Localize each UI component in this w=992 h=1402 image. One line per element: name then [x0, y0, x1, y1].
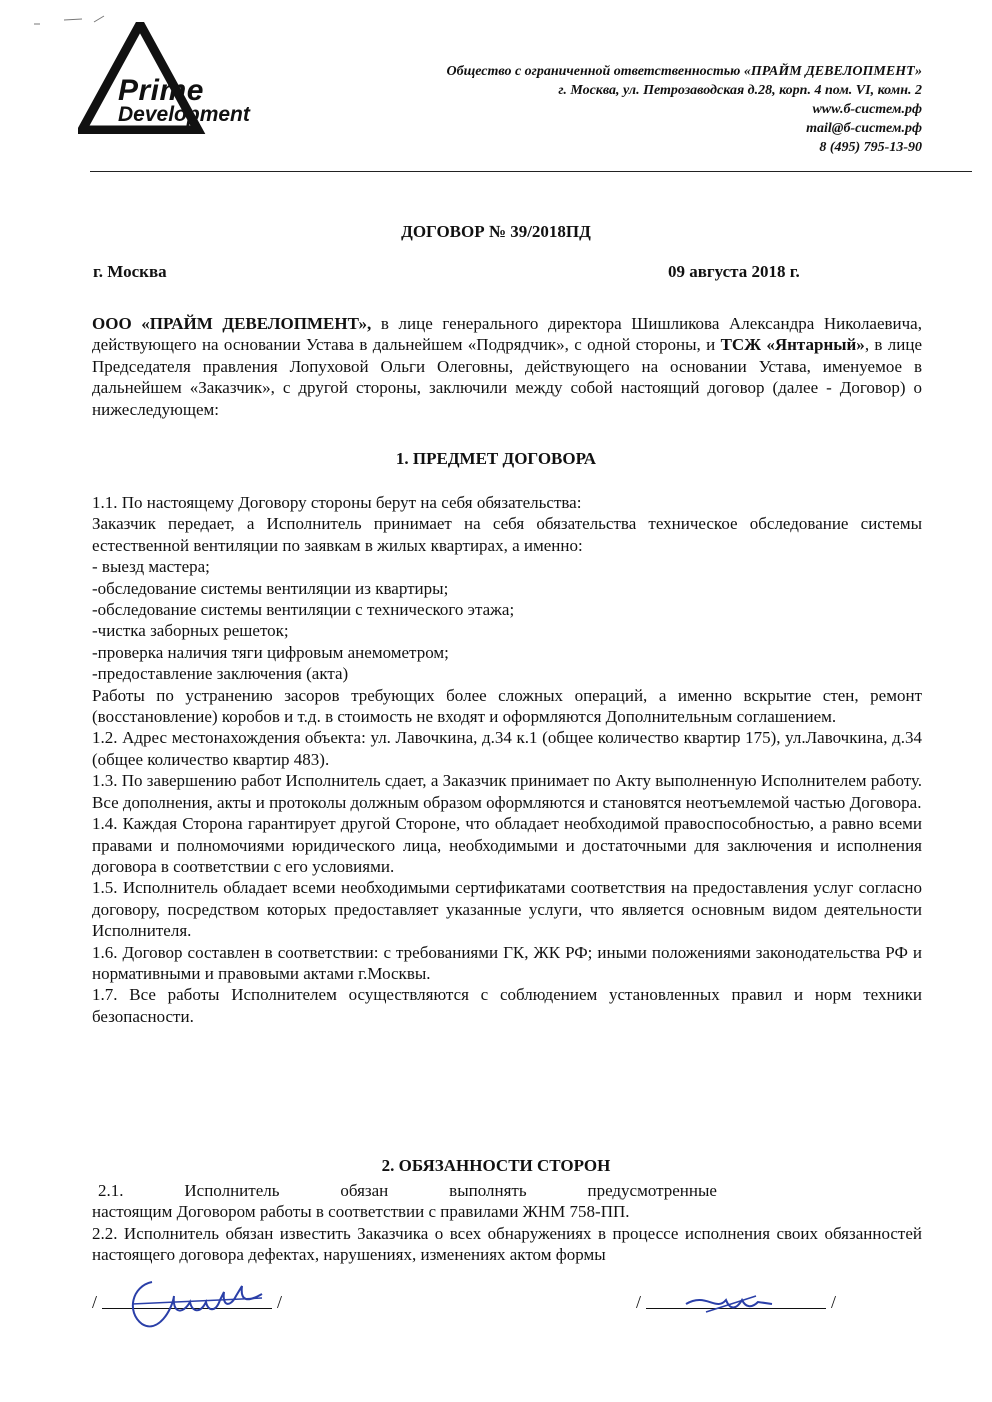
document-city: г. Москва	[93, 262, 167, 281]
list-item: -проверка наличия тяги цифровым анемометром;	[92, 642, 449, 662]
clause-2-1-continuation: настоящим Договором работы в соответствии с правилами ЖНМ 758-ПП.	[92, 1202, 630, 1222]
section-2-title: 2. ОБЯЗАННОСТИ СТОРОН	[381, 1156, 611, 1175]
clause-1-1-note: Работы по устранению засоров требующих более сложных операций, а именно вскрытие стен, ремонт (восстановление) коробов и т.д. в стоимость не входят и оформляются Дополнительным соглашением.	[92, 685, 922, 727]
clause-2-1-number: 2.1.	[98, 1181, 124, 1200]
signature-bracket: /	[830, 1292, 836, 1312]
list-item: -обследование системы вентиляции с технического этажа;	[92, 600, 515, 620]
company-details	[302, 62, 922, 157]
clause-1-1-text: Заказчик передает, а Исполнитель принимает на себя обязательства техническое обследование системы естественной вентиляции по заявкам в жилых квартирах, а именно:	[92, 514, 922, 555]
clause-1-6: 1.6. Договор составлен в соответствии: с требованиями ГК, ЖК РФ; иными положениями законодательства РФ и нормативными и правовыми актами г.Москвы.	[92, 942, 922, 983]
handwritten-signature-icon	[112, 1272, 282, 1342]
company-logo	[78, 22, 263, 134]
clause-2-1-word: Исполнитель	[184, 1181, 280, 1200]
list-item: -чистка заборных решеток;	[92, 621, 289, 641]
document-date: 09 августа 2018 г.	[668, 262, 800, 281]
signature-bracket: /	[636, 1292, 642, 1312]
company-address: г. Москва, ул. Петрозаводская д.28, корп. 4 пом. VI, комн. 2	[558, 83, 922, 98]
signature-customer	[636, 1282, 836, 1332]
clause-2-2: 2.2. Исполнитель обязан известить Заказчика о всех обнаружениях в процессе исполнения своих обязанностей настоящего договора дефектах, нарушениях, изменениях актом формы	[92, 1223, 922, 1265]
party-customer: ТСЖ «Янтарный»	[720, 335, 865, 355]
clause-1-5: 1.5. Исполнитель обладает всеми необходимыми сертификатами соответствия на предоставления услуг согласно договору, посредством которых предоставляет указанные услуги, что является основным видом деятельности Исполнителя.	[92, 878, 922, 941]
section-1-title: 1. ПРЕДМЕТ ДОГОВОРА	[395, 449, 597, 468]
clause-2-1-word: выполнять	[449, 1181, 527, 1200]
list-item: - выезд мастера;	[92, 557, 210, 577]
clause-1-3: 1.3. По завершению работ Исполнитель сдает, а Заказчик принимает по Акту выполненную Исполнителем работу. Все дополнения, акты и протоколы должным образом оформляются и становятся неотъемлемой частью Договора.	[92, 771, 922, 812]
clause-1-1: 1.1. По настоящему Договору стороны берут на себя обязательства:	[92, 493, 582, 512]
logo-word-prime: Prime	[118, 74, 204, 107]
company-phone: 8 (495) 795-13-90	[819, 140, 922, 155]
clause-1-7: 1.7. Все работы Исполнителем осуществляются с соблюдением установленных правил и норм техники безопасности.	[92, 985, 922, 1026]
list-item: -предоставление заключения (акта)	[92, 664, 349, 684]
signature-bracket: /	[276, 1292, 282, 1312]
clause-2-1	[92, 1180, 922, 1201]
signature-bracket: /	[92, 1292, 98, 1312]
company-name: Общество с ограниченной ответственностью «ПРАЙМ ДЕВЕЛОПМЕНТ»	[446, 64, 922, 79]
company-email: mail@б-систем.рф	[806, 121, 922, 136]
company-website: www.б-систем.рф	[812, 102, 922, 117]
party-contractor: ООО «ПРАЙМ ДЕВЕЛОПМЕНТ»,	[92, 314, 372, 333]
clause-1-2: 1.2. Адрес местонахождения объекта: ул. Лавочкина, д.34 к.1 (общее количество квартир 175), ул.Лавочкина, д.34 (общее количество квартир 483).	[92, 728, 922, 769]
signature-contractor	[92, 1282, 282, 1332]
clause-2-1-word: предусмотренные	[587, 1181, 717, 1200]
handwritten-signature-icon	[676, 1282, 796, 1332]
intro-paragraph	[92, 313, 922, 420]
header-divider	[90, 171, 972, 172]
section-1-body	[92, 492, 922, 1027]
document-title: ДОГОВОР № 39/2018ПД	[401, 222, 591, 241]
section-2-body	[92, 1180, 922, 1266]
intro-text-2: , в лице Председателя правления Лопуховой Ольги Олеговны, действующего на основании Устава, именуемое в дальнейшем «Заказчик», с другой стороны, заключили между собой настоящий договор (далее - Договор) о нижеследующем:	[92, 335, 922, 419]
clause-1-4: 1.4. Каждая Сторона гарантирует другой Стороне, что обладает необходимой правоспособностью, а равно всеми правами и полномочиями юридического лица, необходимыми и достаточными для заключения и исполнения договора в соответствии с его условиями.	[92, 814, 922, 876]
clause-2-1-word: обязан	[340, 1181, 389, 1200]
logo-word-development: Development	[118, 103, 250, 126]
intro-text-1: в лице генерального директора Шишликова Александра Николаевича, действующего на основании Устава в дальнейшем «Подрядчик», с одной стороны, и	[92, 314, 922, 355]
list-item: -обследование системы вентиляции из квартиры;	[92, 578, 449, 598]
